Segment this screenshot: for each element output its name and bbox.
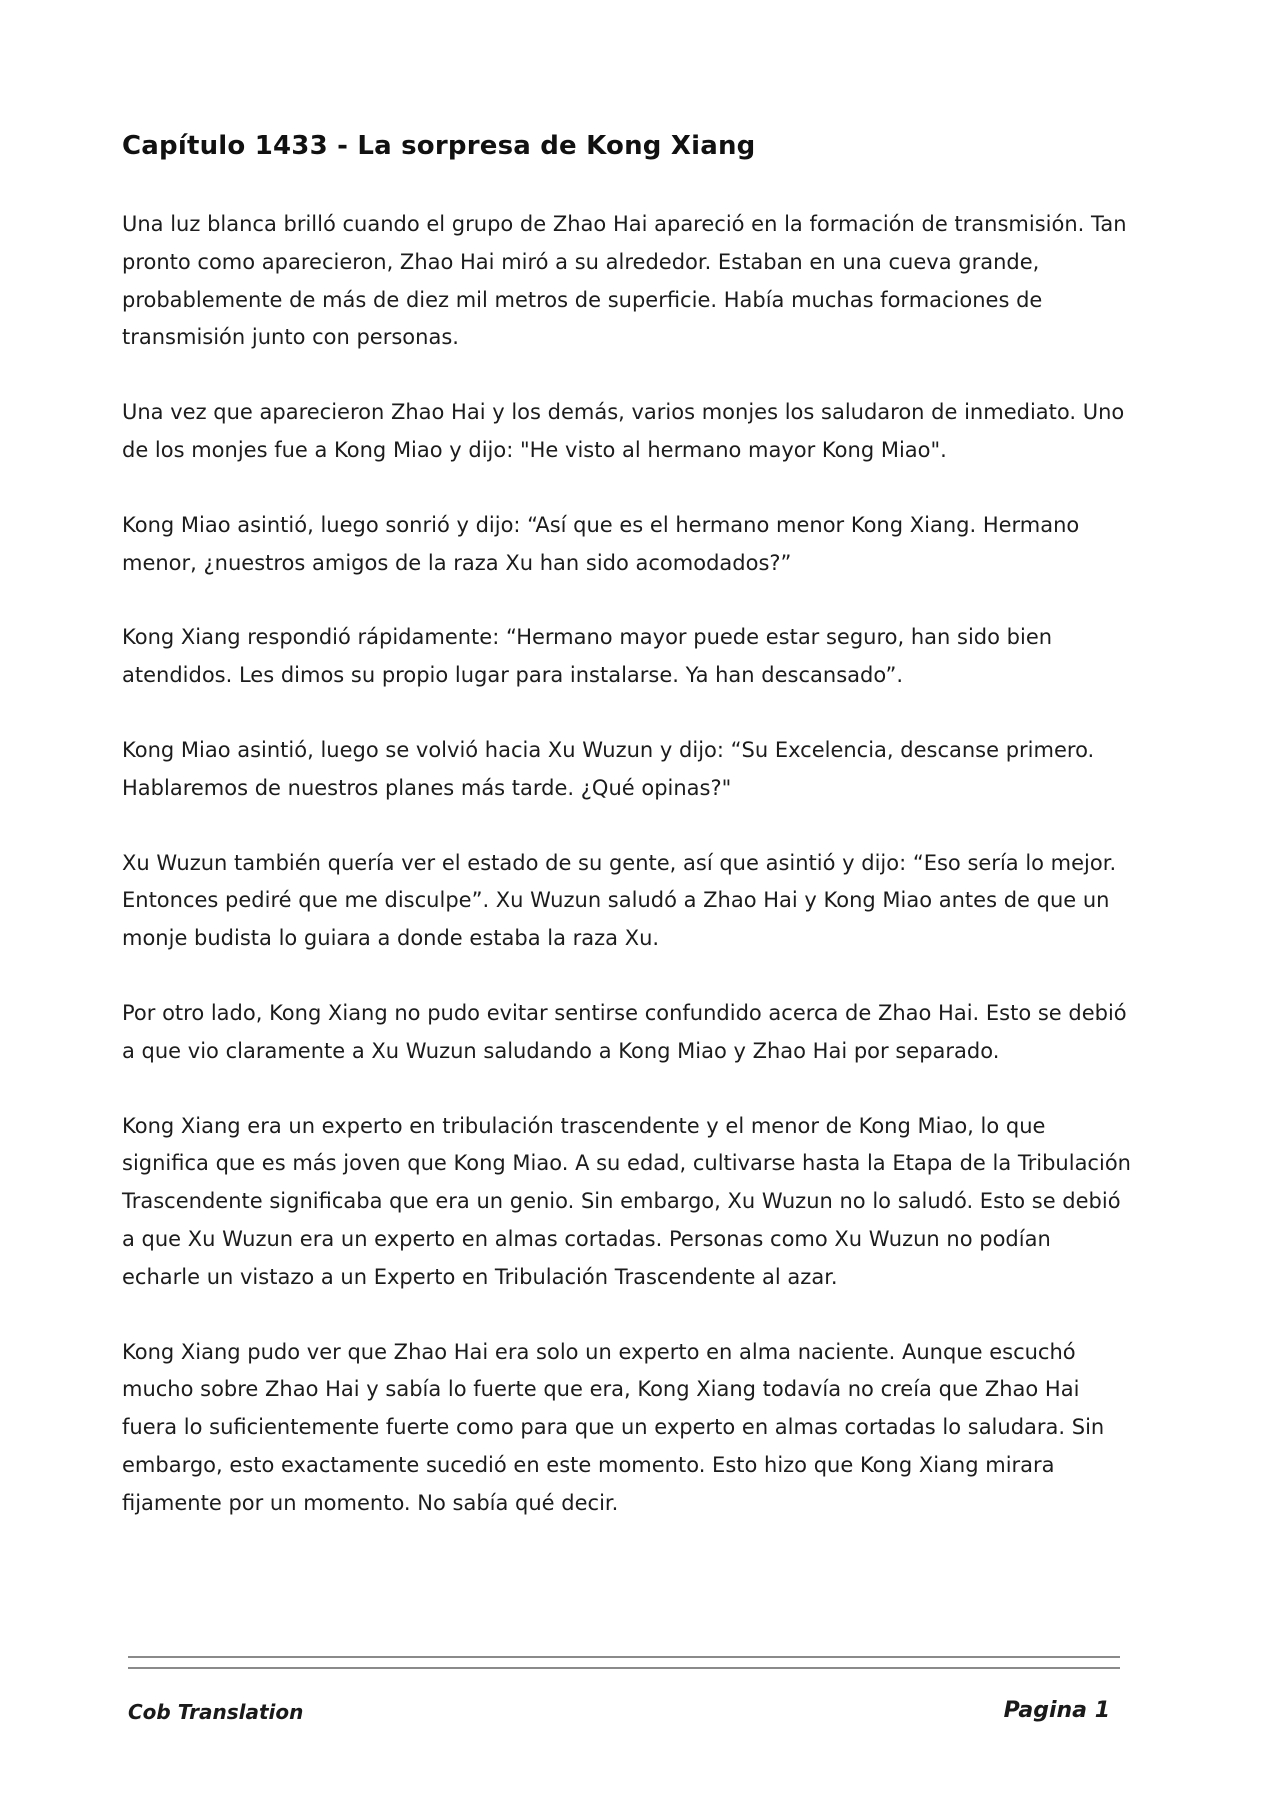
paragraph: Kong Xiang respondió rápidamente: “Hermano mayor puede estar seguro, han sido bien atendidos. Les dimos su propio lugar para instalarse. Ya han descansado”. <box>122 625 1053 688</box>
paragraph: Kong Miao asintió, luego se volvió hacia Xu Wuzun y dijo: “Su Excelencia, descanse primero. Hablaremos de nuestros planes más tarde. ¿Qué opinas?" <box>122 737 1095 800</box>
footer-rule-top <box>128 1656 1120 1658</box>
document-body <box>122 112 1132 1560</box>
paragraph: Por otro lado, Kong Xiang no pudo evitar sentirse confundido acerca de Zhao Hai. Esto se debió a que vio claramente a Xu Wuzun saludando a Kong Miao y Zhao Hai por separado. <box>122 1000 1127 1063</box>
paragraph: Kong Xiang pudo ver que Zhao Hai era solo un experto en alma naciente. Aunque escuchó mucho sobre Zhao Hai y sabía lo fuerte que era, Kong Xiang todavía no creía que Zhao Hai fuera lo suficientemente fuerte como para que un experto en almas cortadas lo saludara. Sin embargo, esto exactamente sucedió en este momento. Esto hizo que Kong Xiang mirara fijamente por un momento. No sabía qué decir. <box>122 1339 1105 1515</box>
paragraph: Una vez que aparecieron Zhao Hai y los demás, varios monjes los saludaron de inmediato. Uno de los monjes fue a Kong Miao y dijo: "He visto al hermano mayor Kong Miao". <box>122 400 1125 462</box>
paragraph: Xu Wuzun también quería ver el estado de su gente, así que asintió y dijo: “Eso sería lo mejor. Entonces pediré que me disculpe”. Xu Wuzun saludó a Zhao Hai y Kong Miao antes de que un monje budista lo guiara a donde estaba la raza Xu. <box>122 850 1117 951</box>
paragraph: Kong Xiang era un experto en tribulación trascendente y el menor de Kong Miao, lo que significa que es más joven que Kong Miao. A su edad, cultivarse hasta la Etapa de la Tribulación Trascendente significaba que era un genio. Sin embargo, Xu Wuzun no lo saludó. Esto se debió a que Xu Wuzun era un experto en almas cortadas. Personas como Xu Wuzun no podían echarle un vistazo a un Experto en Tribulación Trascendente al azar. <box>122 1113 1131 1289</box>
chapter-title: Capítulo 1433 - La sorpresa de Kong Xiang <box>122 131 756 161</box>
footer-rule-bottom <box>128 1667 1120 1669</box>
page-number: Pagina 1 <box>1003 1698 1110 1723</box>
paragraph: Kong Miao asintió, luego sonrió y dijo: “Así que es el hermano menor Kong Xiang. Hermano menor, ¿nuestros amigos de la raza Xu han sido acomodados?” <box>122 512 1080 575</box>
footer-source: Cob Translation <box>128 1700 304 1724</box>
footer-divider <box>128 1656 1120 1678</box>
paragraph: Una luz blanca brilló cuando el grupo de Zhao Hai apareció en la formación de transmisión. Tan pronto como aparecieron, Zhao Hai miró a su alrededor. Estaban en una cueva grande, probablemente de más de diez mil metros de superficie. Había muchas formaciones de transmisión junto con personas. <box>122 212 1127 350</box>
